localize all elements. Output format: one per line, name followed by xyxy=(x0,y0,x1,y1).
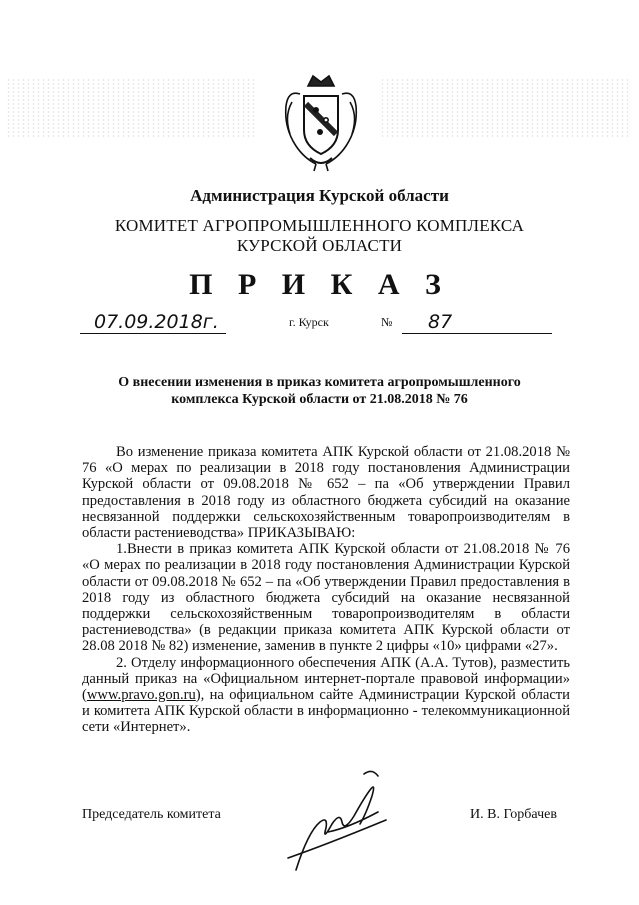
clause-2-text-after: ), на официальном сайте Администрации Курской области и комитета АПК Курской области в информационно - телекоммуникационной сети «Интернет». xyxy=(82,687,570,736)
signer-title: Председатель комитета xyxy=(82,807,221,822)
pravo-link[interactable]: www.pravo.gon.ru xyxy=(86,687,196,704)
handwritten-date: 07.09.2018г. xyxy=(94,311,219,333)
subject-line-2: комплекса Курской области от 21.08.2018 № 76 xyxy=(171,392,468,407)
clause-1-paragraph: 1.Внести в приказ комитета АПК Курской области от 21.08.2018 № 76 «О мерах по реализации в 2018 году постановления Администрации Курской области от 09.08.2018 № 652 – па «Об утверждении Правил предоставления в 2018 году из областного бюджета субсидий на оказание несвязанной поддержки сельскохозяйственным товаропроизводителям в области растениеводства» (в редакции приказа комитета АПК Курской области от 28.08 2018 № 82) изменение, заменив в пункте 2 цифры «10» цифрами «27». xyxy=(82,541,570,655)
scan-noise-left xyxy=(6,78,256,138)
committee-line-2: КУРСКОЙ ОБЛАСТИ xyxy=(236,236,403,255)
administration-heading: Администрация Курской области xyxy=(190,186,449,205)
number-field xyxy=(402,313,552,334)
clause-2-text-before: 2. Отделу информационного обеспечения АПК (А.А. Тутов), разместить данный приказ на «Официальном интернет-портале правовой информации» ( xyxy=(82,654,570,704)
committee-heading xyxy=(0,216,639,256)
scan-noise-right xyxy=(380,78,630,138)
subject-line-1: О внесении изменения в приказ комитета агропромышленного xyxy=(118,375,521,390)
city-label: г. Курск xyxy=(289,315,329,329)
clause-2-paragraph xyxy=(82,655,570,736)
order-subject xyxy=(0,374,639,408)
handwritten-number: 87 xyxy=(428,311,453,333)
handwritten-signature xyxy=(268,762,398,882)
preamble-paragraph: Во изменение приказа комитета АПК Курской области от 21.08.2018 № 76 «О мерах по реализации в 2018 году постановления Администрации Курской области от 09.08.2018 № 652 – па «Об утверждении Правил предоставления в 2018 году из областного бюджета субсидий на оказание несвязанной поддержки сельскохозяйственным товаропроизводителям в области растениеводства» ПРИКАЗЫВАЮ: xyxy=(82,444,570,542)
order-title: П Р И К А З xyxy=(189,268,450,301)
coat-of-arms-emblem xyxy=(280,72,362,172)
signer-name: И. В. Горбачев xyxy=(470,807,557,822)
date-field xyxy=(80,313,226,334)
order-body xyxy=(82,444,570,736)
committee-line-1: КОМИТЕТ АГРОПРОМЫШЛЕННОГО КОМПЛЕКСА xyxy=(114,216,525,235)
number-sign: № xyxy=(381,315,393,329)
